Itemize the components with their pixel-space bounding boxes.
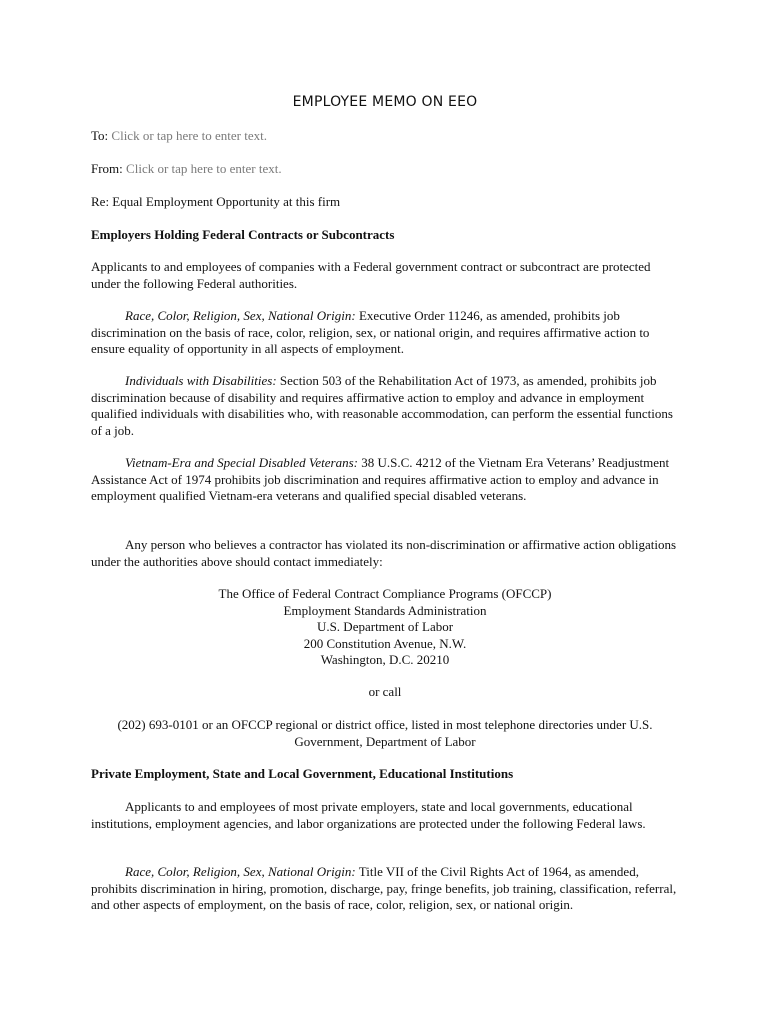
section1-contact-paragraph: Any person who believes a contractor has violated its non-discrimination or affirmative action obligations under the authorities above should contact immediately: <box>91 537 677 569</box>
from-field[interactable]: Click or tap here to enter text. <box>126 161 282 176</box>
address-line: Employment Standards Administration <box>283 602 487 618</box>
memo-title: EMPLOYEE MEMO ON EEO <box>292 94 478 110</box>
phone-info: (202) 693-0101 or an OFCCP regional or district office, listed in most telephone directories under U.S. Government, Department of Labor <box>117 717 653 749</box>
address-line: U.S. Department of Labor <box>316 619 454 634</box>
section1-race-paragraph <box>91 308 679 358</box>
race-text: Executive Order 11246, as amended, prohibits job discrimination on the basis of race, color, religion, sex, or national origin, and requires affirmative action to ensure equality of opportunity in all aspects of employment. <box>91 308 650 356</box>
section-heading-federal-contracts: Employers Holding Federal Contracts or Subcontracts <box>91 227 395 242</box>
ofccp-address <box>91 586 679 669</box>
disabilities-text: Section 503 of the Rehabilitation Act of 1973, as amended, prohibits job discrimination because of disability and requires affirmative action to employ and advance in employment qualified individuals with disabilities who, with reasonable accommodation, can perform the essential functions of a job. <box>91 373 673 438</box>
section1-disabilities-paragraph <box>91 373 679 439</box>
section2-intro: Applicants to and employees of most private employers, state and local governments, educational institutions, employment agencies, and labor organizations are protected under the following Federal laws. <box>91 799 646 831</box>
veterans-text: 38 U.S.C. 4212 of the Vietnam Era Veterans’ Readjustment Assistance Act of 1974 prohibits job discrimination and requires affirmative action to employ and advance in employment qualified Vietnam-era veterans and qualified special disabled veterans. <box>91 455 670 503</box>
to-line <box>91 128 679 145</box>
to-field[interactable]: Click or tap here to enter text. <box>111 128 267 143</box>
disabilities-label: Individuals with Disabilities: <box>125 373 277 388</box>
from-line <box>91 161 679 178</box>
section2-race-paragraph <box>91 864 679 914</box>
or-call: or call <box>368 684 402 699</box>
section1-veterans-paragraph <box>91 455 679 505</box>
re-line: Re: Equal Employment Opportunity at this firm <box>91 194 341 209</box>
address-line: Washington, D.C. 20210 <box>320 652 450 667</box>
address-line: 200 Constitution Avenue, N.W. <box>303 635 467 651</box>
veterans-label: Vietnam-Era and Special Disabled Veterans: <box>125 455 358 470</box>
from-label: From: <box>91 161 123 176</box>
address-line: The Office of Federal Contract Compliance Programs (OFCCP) <box>218 586 552 601</box>
race-label: Race, Color, Religion, Sex, National Origin: <box>125 864 356 879</box>
race-text: Title VII of the Civil Rights Act of 1964, as amended, prohibits discrimination in hiring, promotion, discharge, pay, fringe benefits, job training, classification, referral, and other aspects of employment, on the basis of race, color, religion, sex, or national origin. <box>91 864 677 912</box>
section-heading-private-employment: Private Employment, State and Local Government, Educational Institutions <box>91 766 514 781</box>
section1-intro: Applicants to and employees of companies with a Federal government contract or subcontract are protected under the following Federal authorities. <box>91 259 651 291</box>
race-label: Race, Color, Religion, Sex, National Origin: <box>125 308 356 323</box>
to-label: To: <box>91 128 109 143</box>
